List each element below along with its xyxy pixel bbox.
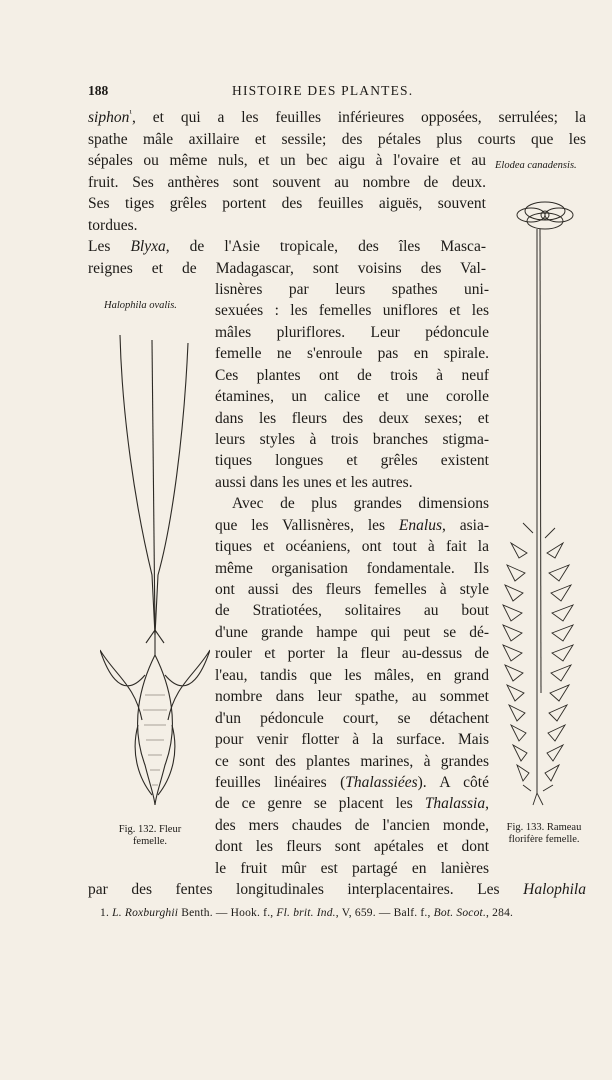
figure-132-illustration — [100, 325, 210, 815]
text-line-26: rouler et porter la fleur au-dessus de — [215, 645, 489, 662]
text-line-17: tiques longues et grêles existent — [215, 452, 489, 469]
text-line-22: même organisation fondamentale. Ils — [215, 560, 489, 577]
text-line-21: tiques et océaniens, ont tout à fait la — [215, 538, 489, 555]
text-line-12: femelle ne s'enroule pas en spirale. — [215, 345, 489, 362]
text-line-23: ont aussi des fleurs femelles à style — [215, 581, 489, 598]
text-line-2: spathe mâle axillaire et sessile; des pétales plus courts que les — [88, 131, 586, 148]
text-line-37: par des fentes longitudinales interplacentaires. Les Halophila — [88, 881, 586, 898]
text-line-19: Avec de plus grandes dimensions — [232, 495, 489, 512]
text-line-30: pour venir flotter à la surface. Mais — [215, 731, 489, 748]
text-line-5: Ses tiges grêles portent des feuilles aiguës, souvent — [88, 195, 486, 212]
running-head: HISTOIRE DES PLANTES. — [232, 83, 414, 98]
text-line-29: d'un pédoncule court, se détachent — [215, 710, 489, 727]
text-line-7: Les Blyxa, de l'Asie tropicale, des îles Masca- — [88, 238, 486, 255]
caption-fig132-line2: femelle. — [132, 836, 168, 847]
caption-fig132 — [90, 824, 210, 848]
text-line-31: ce sont des plantes marines, à grandes — [215, 753, 489, 770]
caption-fig133-line2: florifère femelle. — [508, 834, 580, 845]
caption-fig133-line1: Fig. 133. Rameau — [506, 822, 582, 833]
text-line-16: leurs styles à trois branches stigma- — [215, 431, 489, 448]
text-line-8: reignes et de Madagascar, sont voisins des Val- — [88, 260, 486, 277]
text-line-20: que les Vallisnères, les Enalus, asia- — [215, 517, 489, 534]
caption-fig132-line1: Fig. 132. Fleur — [118, 824, 182, 835]
text-line-1: siphon$^{^1}$, et qui a les feuilles inférieures opposées, serrulées; la — [88, 107, 586, 126]
text-line-9: lisnères par leurs spathes uni- — [215, 281, 489, 298]
text-line-27: l'eau, tandis que les mâles, en grand — [215, 667, 489, 684]
page-number: 188 — [88, 83, 109, 98]
caption-elodea: Elodea canadensis. — [495, 160, 577, 171]
text-line-3: sépales ou même nuls, et un bec aigu à l'ovaire et au — [88, 152, 486, 169]
text-line-13: Ces plantes ont de trois à neuf — [215, 367, 489, 384]
text-line-6: tordues. — [88, 217, 138, 234]
text-line-35: dont les fleurs sont apétales et dont — [215, 838, 489, 855]
text-line-33: de ce genre se placent les Thalassia, — [215, 795, 489, 812]
figure-133-illustration — [497, 193, 592, 818]
text-line-10: sexuées : les femelles uniflores et les — [215, 302, 489, 319]
text-line-28: nombre dans leur spathe, au sommet — [215, 688, 489, 705]
text-line-11: mâles pluriflores. Leur pédoncule — [215, 324, 489, 341]
text-line-34: des mers chaudes de l'ancien monde, — [215, 817, 489, 834]
text-line-15: dans les fleurs des deux sexes; et — [215, 410, 489, 427]
text-line-4: fruit. Ses anthères sont souvent au nombre de deux. — [88, 174, 486, 191]
text-line-24: de Stratiotées, solitaires au bout — [215, 602, 489, 619]
footnote: 1. L. Roxburghii Benth. — Hook. f., Fl. brit. Ind., V, 659. — Balf. f., Bot. Socot., 284. — [100, 907, 514, 919]
text-line-18: aussi dans les unes et les autres. — [215, 474, 413, 491]
text-line-32: feuilles linéaires (Thalassiées). A côté — [215, 774, 489, 791]
text-line-14: étamines, un calice et une corolle — [215, 388, 489, 405]
text-line-25: d'une grande hampe qui peut se dé- — [215, 624, 489, 641]
caption-halophila: Halophila ovalis. — [104, 300, 177, 311]
caption-fig133 — [492, 822, 596, 846]
text-line-36: le fruit mûr est partagé en lanières — [215, 860, 489, 877]
